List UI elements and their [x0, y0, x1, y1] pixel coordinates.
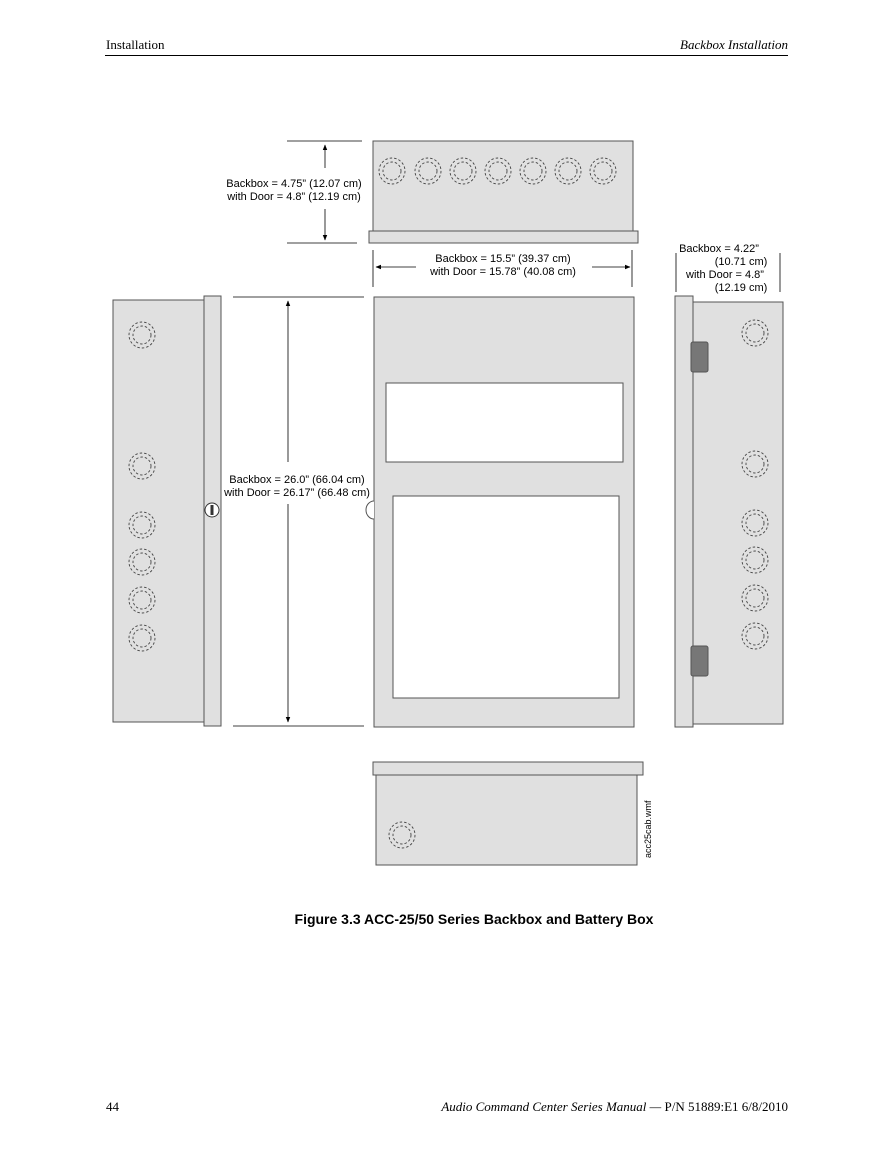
side-dim-label-2: (10.71 cm) [714, 256, 768, 268]
part-number: P/N 51889:E1 6/8/2010 [664, 1099, 788, 1114]
right-side-view [675, 296, 783, 727]
header-topic: Backbox Installation [680, 37, 788, 52]
left-side-view [113, 296, 221, 726]
manual-title: Audio Command Center Series Manual — [441, 1099, 665, 1114]
footer-title [441, 1099, 788, 1115]
depth-dim-label-1: Backbox = 4.75” (12.07 cm) [226, 178, 362, 190]
height-dimension [233, 297, 364, 726]
front-view [366, 297, 634, 727]
file-label: acc25cab.wmf [643, 800, 653, 858]
header-section: Installation [106, 37, 165, 52]
width-dim-label-2: with Door = 15.78” (40.08 cm) [430, 266, 576, 278]
top-view [369, 141, 638, 243]
height-dim-label-2: with Door = 26.17” (66.48 cm) [224, 487, 370, 499]
height-dim-label-1: Backbox = 26.0” (66.04 cm) [229, 474, 365, 486]
figure-caption: Figure 3.3 ACC-25/50 Series Backbox and Battery Box [294, 911, 654, 927]
side-dim-label-3: with Door = 4.8” [686, 269, 764, 281]
battery-box [373, 762, 643, 865]
depth-dim-label-2: with Door = 4.8” (12.19 cm) [227, 191, 361, 203]
side-dim-label-1: Backbox = 4.22” [679, 243, 759, 255]
width-dim-label-1: Backbox = 15.5” (39.37 cm) [435, 253, 571, 265]
side-dim-label-4: (12.19 cm) [714, 282, 768, 294]
page-number: 44 [106, 1099, 119, 1114]
